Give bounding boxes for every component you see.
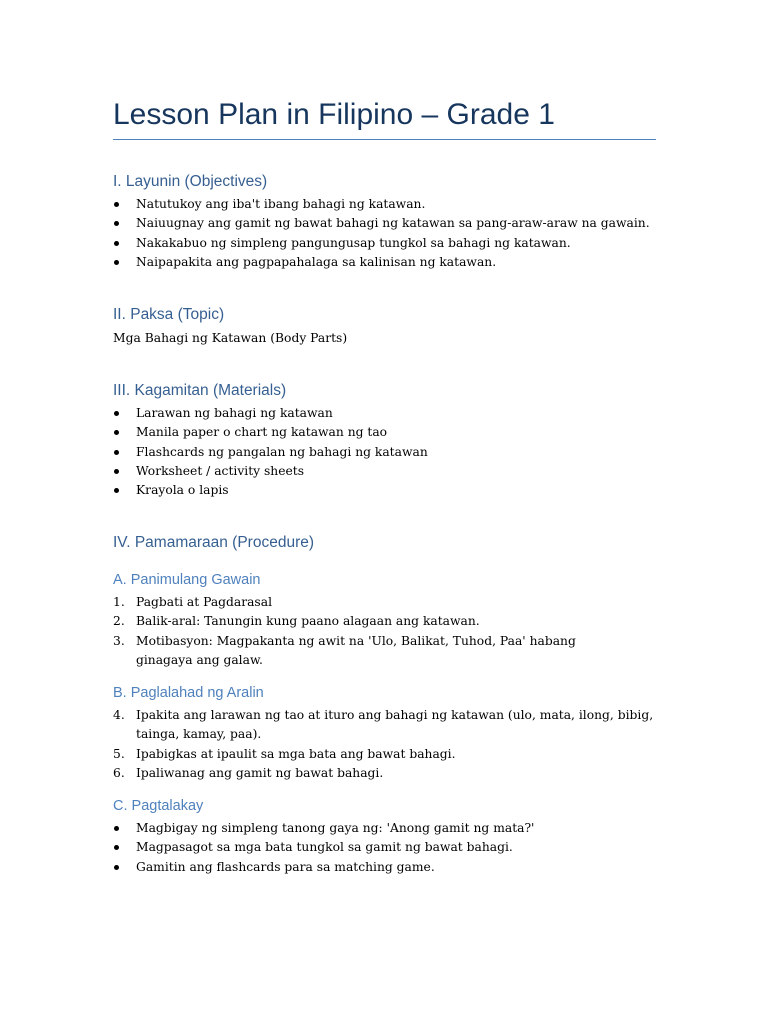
objectives-list <box>113 195 656 272</box>
subsection-b-list <box>113 706 656 783</box>
document-title: Lesson Plan in Filipino – Grade 1 <box>113 98 555 131</box>
list-item: Flashcards ng pangalan ng bahagi ng katawan <box>113 443 656 462</box>
numbered-item: 4. Ipakita ang larawan ng tao at ituro ang bahagi ng katawan (ulo, mata, ilong, bibig, tainga, kamay, paa). <box>113 708 654 742</box>
list-item: Larawan ng bahagi ng katawan <box>113 404 656 423</box>
list-item: Krayola o lapis <box>113 481 656 500</box>
bullet-icon <box>114 411 119 416</box>
topic-text: Mga Bahagi ng Katawan (Body Parts) <box>113 331 348 345</box>
bullet-icon <box>114 202 119 207</box>
subsection-a-list <box>113 593 656 670</box>
bullet-icon <box>114 845 119 850</box>
bullet-icon <box>114 221 119 226</box>
list-item: Manila paper o chart ng katawan ng tao <box>113 423 656 442</box>
numbered-item: 1. Pagbati at Pagdarasal <box>113 595 273 609</box>
list-item: Natutukoy ang iba't ibang bahagi ng katawan. <box>113 195 656 214</box>
bullet-icon <box>114 260 119 265</box>
title-underline <box>113 139 656 140</box>
materials-heading: III. Kagamitan (Materials) <box>113 382 287 399</box>
list-item: Gamitin ang flashcards para sa matching game. <box>113 858 656 877</box>
bullet-icon <box>114 469 119 474</box>
bullet-icon <box>114 488 119 493</box>
procedure-heading: IV. Pamamaraan (Procedure) <box>113 534 315 551</box>
list-item: Worksheet / activity sheets <box>113 462 656 481</box>
list-item: Nakakabuo ng simpleng pangungusap tungkol sa bahagi ng katawan. <box>113 234 656 253</box>
list-item: Magbigay ng simpleng tanong gaya ng: 'Anong gamit ng mata?' <box>113 819 656 838</box>
list-item: Naiuugnay ang gamit ng bawat bahagi ng katawan sa pang-araw-araw na gawain. <box>113 214 656 233</box>
numbered-item: 6. Ipaliwanag ang gamit ng bawat bahagi. <box>113 765 384 780</box>
numbered-item: 2. Balik-aral: Tanungin kung paano alagaan ang katawan. <box>113 614 480 629</box>
bullet-icon <box>114 450 119 455</box>
list-item: Naipapakita ang pagpapahalaga sa kalinisan ng katawan. <box>113 253 656 272</box>
topic-heading: II. Paksa (Topic) <box>113 306 225 323</box>
bullet-icon <box>114 826 119 831</box>
subsection-b-heading: B. Paglalahad ng Aralin <box>113 685 264 701</box>
numbered-item: 3. Motibasyon: Magpakanta ng awit na 'Ulo, Balikat, Tuhod, Paa' habang ginagaya ang galaw. <box>113 633 576 667</box>
bullet-icon <box>114 430 119 435</box>
list-item: Magpasagot sa mga bata tungkol sa gamit ng bawat bahagi. <box>113 838 656 857</box>
subsection-c-heading: C. Pagtalakay <box>113 798 204 814</box>
subsection-a-heading: A. Panimulang Gawain <box>113 572 261 588</box>
materials-list <box>113 404 656 500</box>
objectives-heading: I. Layunin (Objectives) <box>113 173 268 190</box>
subsection-c-list <box>113 819 656 877</box>
bullet-icon <box>114 241 119 246</box>
numbered-item: 5. Ipabigkas at ipaulit sa mga bata ang bawat bahagi. <box>113 746 456 761</box>
bullet-icon <box>114 865 119 870</box>
